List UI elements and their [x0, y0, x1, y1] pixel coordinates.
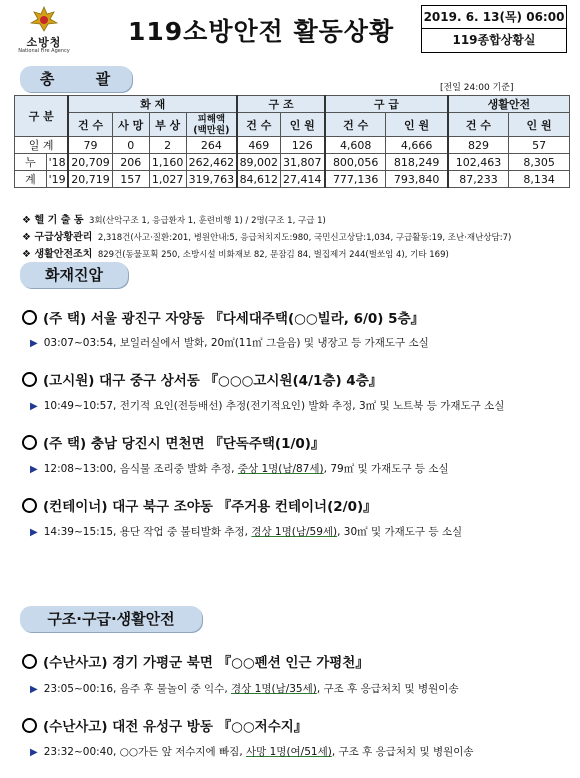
- header-rescue-count: 건 수: [237, 113, 280, 137]
- table-cell: 102,463: [448, 154, 509, 171]
- header-fire-count: 건 수: [68, 113, 112, 137]
- table-cell: 777,136: [325, 171, 386, 188]
- rescue-incident-detail: ▶ 23:32~00:40, ○○가든 앞 저수지에 빠짐, 사망 1명(여/51세), 구조 후 응급처치 및 병원이송: [30, 746, 474, 758]
- section-fire-badge: 화재진압: [20, 262, 128, 288]
- table-row: [15, 171, 570, 188]
- note-helicopter: ❖ 헬 기 출 동 3회(산악구조 1, 응급환자 1, 훈련비행 1) / 2명(구조 1, 구급 1): [22, 215, 326, 226]
- casualty-text: 경상 1명(남/59세): [251, 526, 338, 538]
- header-damage: 피해액 (백만원): [186, 113, 237, 137]
- section-summary-badge: 총 괄: [20, 66, 132, 92]
- header-safety-count: 건 수: [448, 113, 509, 137]
- table-cell: 87,233: [448, 171, 509, 188]
- table-cell: 1,160: [149, 154, 186, 171]
- report-date: 2019. 6. 13(목) 06:00: [422, 6, 566, 29]
- table-cell: 57: [509, 137, 570, 154]
- basis-note: [전일 24:00 기준]: [440, 83, 514, 93]
- table-cell: 20,719: [68, 171, 112, 188]
- circle-bullet-icon: [22, 718, 37, 733]
- table-cell: 800,056: [325, 154, 386, 171]
- note-ems-management: ❖ 구급상황관리 2,318건(사고·질환:201, 병원안내:5, 응급처치지도:980, 국민신고상담:1,034, 구급활동:19, 조난·재난상담:7): [22, 232, 512, 243]
- table-cell: 89,002: [237, 154, 280, 171]
- rescue-incident-title: (수난사고) 대전 유성구 방동 『○○저수지』: [22, 715, 307, 735]
- rescue-incident-title: (수난사고) 경기 가평군 북면 『○○펜션 인근 가평천』: [22, 651, 369, 671]
- table-cell: 469: [237, 137, 280, 154]
- summary-table: [14, 95, 570, 188]
- table-cell: 262,462: [186, 154, 237, 171]
- row-year: '18: [46, 154, 68, 171]
- note-safety-actions: ❖ 생활안전조치 829건(동물포획 250, 소방시설 비화재보 82, 문잠김 84, 벌집제거 244(벌쏘임 4), 기타 169): [22, 249, 449, 260]
- fire-incident-title: (주 택) 충남 당진시 면천면 『단독주택(1/0)』: [22, 432, 324, 452]
- circle-bullet-icon: [22, 435, 37, 450]
- table-cell: 793,840: [386, 171, 448, 188]
- row-label: 일 계: [15, 137, 69, 154]
- row-label: 계: [15, 171, 47, 188]
- table-cell: 126: [280, 137, 325, 154]
- fire-agency-emblem-icon: [30, 6, 58, 32]
- table-cell: 20,709: [68, 154, 112, 171]
- header-ems-people: 인 원: [386, 113, 448, 137]
- header-rescue: 구 조: [237, 96, 325, 113]
- fire-incident-title: (고시원) 대구 중구 상서동 『○○○고시원(4/1층) 4층』: [22, 369, 382, 389]
- agency-name-en: National Fire Agency: [18, 48, 70, 54]
- fire-incident-title: (주 택) 서울 광진구 자양동 『다세대주택(○○빌라, 6/0) 5층』: [22, 307, 424, 327]
- fire-incident-title: (컨테이너) 대구 북구 조야동 『주거용 컨테이너(2/0)』: [22, 495, 377, 515]
- table-cell: 4,666: [386, 137, 448, 154]
- fire-incident-detail: ▶ 10:49~10:57, 전기적 요인(전등배선) 추정(전기적요인) 발화 추정, 3㎡ 및 노트북 등 가재도구 소실: [30, 400, 505, 412]
- triangle-bullet-icon: ▶: [30, 747, 38, 758]
- header-ems: 구 급: [325, 96, 448, 113]
- table-cell: 84,612: [237, 171, 280, 188]
- table-cell: 8,134: [509, 171, 570, 188]
- page-title: 119소방안전 활동상황: [128, 17, 395, 46]
- table-cell: 31,807: [280, 154, 325, 171]
- triangle-bullet-icon: ▶: [30, 338, 38, 349]
- fire-incident-detail: ▶ 14:39~15:15, 용단 작업 중 불티발화 추정, 경상 1명(남/59세), 30㎡ 및 가재도구 등 소실: [30, 526, 463, 538]
- header-rescue-people: 인 원: [280, 113, 325, 137]
- header-ems-count: 건 수: [325, 113, 386, 137]
- casualty-text: 사망 1명(여/51세): [246, 746, 332, 758]
- table-cell: 319,763: [186, 171, 237, 188]
- header-injuries: 부 상: [149, 113, 186, 137]
- date-box: [421, 5, 567, 53]
- table-cell: 818,249: [386, 154, 448, 171]
- fire-incident-detail: ▶ 12:08~13:00, 음식물 조리중 발화 추정, 중상 1명(남/87세), 79㎡ 및 가재도구 등 소실: [30, 463, 449, 475]
- casualty-text: 경상 1명(남/35세): [231, 683, 317, 695]
- table-cell: 2: [149, 137, 186, 154]
- table-cell: 0: [112, 137, 149, 154]
- triangle-bullet-icon: ▶: [30, 464, 38, 475]
- header-deaths: 사 망: [112, 113, 149, 137]
- table-cell: 8,305: [509, 154, 570, 171]
- section-rescue-badge: 구조·구급·생활안전: [20, 606, 202, 632]
- agency-name: 소방청: [26, 36, 62, 49]
- circle-bullet-icon: [22, 498, 37, 513]
- table-cell: 264: [186, 137, 237, 154]
- circle-bullet-icon: [22, 654, 37, 669]
- table-row: [15, 137, 570, 154]
- triangle-bullet-icon: ▶: [30, 684, 38, 695]
- row-year: '19: [46, 171, 68, 188]
- fire-incident-detail: ▶ 03:07~03:54, 보일러실에서 발화, 20㎡(11㎡ 그을음) 및 냉장고 등 가재도구 소실: [30, 337, 429, 349]
- header-safety-people: 인 원: [509, 113, 570, 137]
- header-safety: 생활안전: [448, 96, 570, 113]
- agency-logo: [14, 6, 74, 58]
- triangle-bullet-icon: ▶: [30, 527, 38, 538]
- table-row: [15, 154, 570, 171]
- triangle-bullet-icon: ▶: [30, 401, 38, 412]
- casualty-text: 중상 1명(남/87세): [237, 463, 324, 475]
- table-cell: 829: [448, 137, 509, 154]
- row-label: 누: [15, 154, 47, 171]
- circle-bullet-icon: [22, 310, 37, 325]
- table-cell: 157: [112, 171, 149, 188]
- table-cell: 1,027: [149, 171, 186, 188]
- table-cell: 79: [68, 137, 112, 154]
- table-cell: 27,414: [280, 171, 325, 188]
- header-category: 구 분: [15, 96, 69, 137]
- header-fire: 화 재: [68, 96, 237, 113]
- rescue-incident-detail: ▶ 23:05~00:16, 음주 후 물놀이 중 익수, 경상 1명(남/35세), 구조 후 응급처치 및 병원이송: [30, 683, 459, 695]
- table-cell: 4,608: [325, 137, 386, 154]
- table-cell: 206: [112, 154, 149, 171]
- report-office: 119종합상황실: [452, 33, 536, 47]
- circle-bullet-icon: [22, 372, 37, 387]
